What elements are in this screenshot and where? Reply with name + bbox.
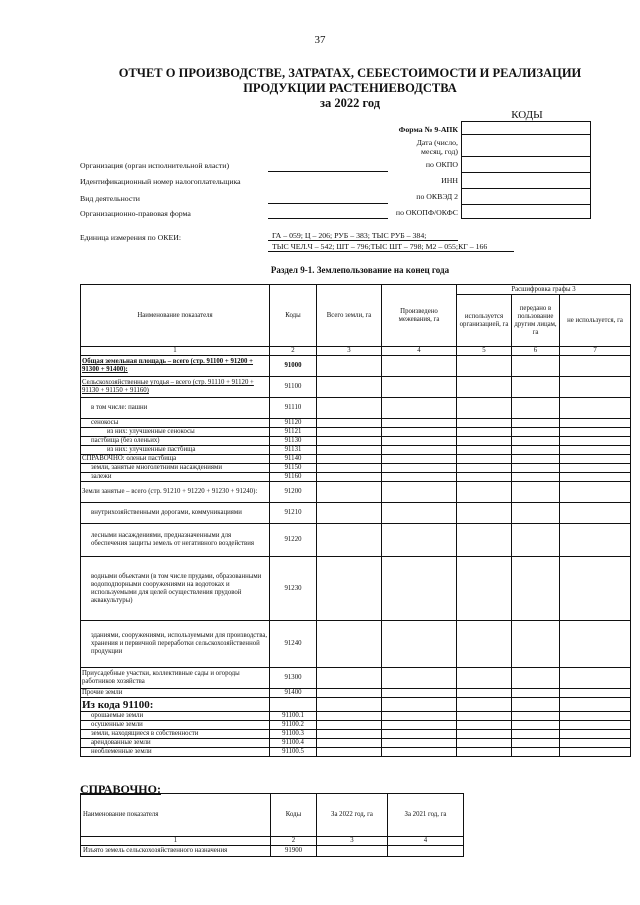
row-code: 91000 bbox=[270, 356, 317, 377]
header-name: Наименование показателя bbox=[81, 285, 270, 347]
header-not-used: не используется, га bbox=[560, 295, 631, 347]
value-cell[interactable] bbox=[512, 712, 560, 721]
value-cell[interactable] bbox=[457, 721, 512, 730]
value-cell[interactable] bbox=[382, 455, 457, 464]
table-row bbox=[81, 621, 631, 668]
value-cell[interactable] bbox=[317, 748, 382, 757]
row-name: Приусадебные участки, коллективные сады и огороды работников хозяйства bbox=[81, 668, 270, 689]
value-cell[interactable] bbox=[382, 739, 457, 748]
value-cell[interactable] bbox=[317, 721, 382, 730]
header-decode: Расшифровка графы 3 bbox=[457, 285, 631, 295]
value-cell[interactable] bbox=[512, 437, 560, 446]
row-code: 91210 bbox=[270, 503, 317, 524]
column-numbers-row bbox=[81, 347, 631, 356]
section-title: Раздел 9-1. Землепользование на конец года bbox=[270, 265, 450, 275]
value-cell[interactable] bbox=[512, 446, 560, 455]
table-row bbox=[81, 398, 631, 419]
okopf-code-cell[interactable] bbox=[462, 205, 591, 219]
value-cell[interactable] bbox=[457, 428, 512, 437]
table-row bbox=[81, 473, 631, 482]
value-cell[interactable] bbox=[512, 748, 560, 757]
row-name: Прочие земли bbox=[81, 689, 270, 698]
value-cell[interactable] bbox=[512, 503, 560, 524]
okpo-code-cell[interactable] bbox=[462, 157, 591, 173]
col-number: 1 bbox=[81, 347, 270, 356]
row-code: 91200 bbox=[270, 482, 317, 503]
value-cell[interactable] bbox=[317, 428, 382, 437]
value-cell[interactable] bbox=[317, 377, 382, 398]
row-name: орошаемые земли bbox=[81, 712, 270, 721]
value-cell[interactable] bbox=[382, 621, 457, 668]
row-name: земли, находящиеся в собственности bbox=[81, 730, 270, 739]
row-name: осушенные земли bbox=[81, 721, 270, 730]
value-cell[interactable] bbox=[382, 503, 457, 524]
table-row bbox=[81, 356, 631, 377]
value-cell[interactable] bbox=[560, 503, 631, 524]
value-cell[interactable] bbox=[388, 846, 464, 857]
row-code: 91110 bbox=[270, 398, 317, 419]
value-cell[interactable] bbox=[457, 621, 512, 668]
okved-label: по ОКВЭД 2 bbox=[416, 192, 458, 201]
value-cell[interactable] bbox=[317, 455, 382, 464]
value-cell[interactable] bbox=[382, 748, 457, 757]
value-cell[interactable] bbox=[457, 668, 512, 689]
value-cell[interactable] bbox=[457, 739, 512, 748]
value-cell[interactable] bbox=[560, 473, 631, 482]
value-cell[interactable] bbox=[457, 557, 512, 621]
row-name: Изъято земель сельскохозяйственного назначения bbox=[81, 846, 271, 857]
unit-line-1: ГА – 059; Ц – 206; РУБ – 383; ТЫС РУБ – 384; bbox=[272, 231, 427, 240]
value-cell[interactable] bbox=[560, 428, 631, 437]
land-use-table bbox=[80, 284, 631, 757]
table-row bbox=[81, 668, 631, 689]
row-code: 91100.3 bbox=[270, 730, 317, 739]
date-code-cell[interactable] bbox=[462, 135, 591, 157]
value-cell[interactable] bbox=[317, 473, 382, 482]
table-row bbox=[81, 739, 631, 748]
value-cell[interactable] bbox=[382, 377, 457, 398]
col-number: 6 bbox=[512, 347, 560, 356]
value-cell[interactable] bbox=[317, 503, 382, 524]
value-cell[interactable] bbox=[382, 446, 457, 455]
value-cell[interactable] bbox=[317, 398, 382, 419]
row-code: 91160 bbox=[270, 473, 317, 482]
codes-box bbox=[461, 121, 591, 219]
row-name: сенокосы bbox=[81, 419, 270, 428]
legal-form-line[interactable] bbox=[268, 218, 388, 219]
value-cell[interactable] bbox=[382, 482, 457, 503]
value-cell[interactable] bbox=[382, 712, 457, 721]
value-cell[interactable] bbox=[560, 377, 631, 398]
table-row bbox=[81, 428, 631, 437]
col-number: 2 bbox=[270, 347, 317, 356]
report-title-line1: ОТЧЕТ О ПРОИЗВОДСТВЕ, ЗАТРАТАХ, СЕБЕСТОИМОСТИ И РЕАЛИЗАЦИИ bbox=[118, 66, 582, 80]
header-codes: Коды bbox=[270, 285, 317, 347]
row-code: 91900 bbox=[271, 846, 317, 857]
value-cell[interactable] bbox=[512, 689, 560, 698]
row-code: 91131 bbox=[270, 446, 317, 455]
row-name: пастбища (без оленьих) bbox=[81, 437, 270, 446]
header-transferred: передано в пользование другим лицам, га bbox=[512, 295, 560, 347]
table-row bbox=[81, 464, 631, 473]
value-cell[interactable] bbox=[317, 524, 382, 557]
inn-code-cell[interactable] bbox=[462, 173, 591, 189]
row-code: 91230 bbox=[270, 557, 317, 621]
col-number: 2 bbox=[271, 837, 317, 846]
form-code-cell[interactable] bbox=[462, 122, 591, 135]
value-cell[interactable] bbox=[512, 730, 560, 739]
ref-header-codes: Коды bbox=[271, 794, 317, 837]
value-cell[interactable] bbox=[457, 730, 512, 739]
value-cell[interactable] bbox=[457, 748, 512, 757]
row-name: необлеменные земли bbox=[81, 748, 270, 757]
value-cell[interactable] bbox=[457, 419, 512, 428]
unit-line-2: ТЫС ЧЕЛ.Ч – 542; ШТ – 796;ТЫС ШТ – 798; М2 – 055;КГ – 166 bbox=[272, 242, 488, 251]
value-cell[interactable] bbox=[317, 437, 382, 446]
header-total: Всего земли, га bbox=[317, 285, 382, 347]
value-cell[interactable] bbox=[317, 846, 388, 857]
value-cell[interactable] bbox=[560, 557, 631, 621]
row-name: залежи bbox=[81, 473, 270, 482]
row-name: Общая земельная площадь – всего (стр. 91100 + 91200 + 91300 + 91400): bbox=[81, 356, 270, 377]
value-cell[interactable] bbox=[317, 464, 382, 473]
value-cell[interactable] bbox=[512, 455, 560, 464]
table-row bbox=[81, 748, 631, 757]
col-number: 4 bbox=[388, 837, 464, 846]
unit-underline-1 bbox=[268, 240, 458, 241]
value-cell[interactable] bbox=[317, 730, 382, 739]
row-code: 91100.2 bbox=[270, 721, 317, 730]
table-row bbox=[81, 524, 631, 557]
value-cell[interactable] bbox=[560, 464, 631, 473]
table-row bbox=[81, 482, 631, 503]
row-code: 91140 bbox=[270, 455, 317, 464]
table-row bbox=[81, 437, 631, 446]
row-name: в том числе: пашни bbox=[81, 398, 270, 419]
value-cell[interactable] bbox=[512, 377, 560, 398]
okved-code-cell[interactable] bbox=[462, 189, 591, 205]
table-row bbox=[81, 419, 631, 428]
ref-header-2021: За 2021 год, га bbox=[388, 794, 464, 837]
value-cell[interactable] bbox=[457, 377, 512, 398]
value-cell[interactable] bbox=[512, 524, 560, 557]
value-cell[interactable] bbox=[560, 455, 631, 464]
activity-line[interactable] bbox=[268, 203, 388, 204]
value-cell[interactable] bbox=[560, 482, 631, 503]
form-label: Форма № 9-АПК bbox=[398, 125, 458, 134]
value-cell[interactable] bbox=[457, 398, 512, 419]
unit-underline-2 bbox=[268, 251, 514, 252]
value-cell[interactable] bbox=[457, 689, 512, 698]
value-cell[interactable] bbox=[560, 689, 631, 698]
col-number: 1 bbox=[81, 837, 271, 846]
row-code: 91130 bbox=[270, 437, 317, 446]
col-number: 5 bbox=[457, 347, 512, 356]
table-row bbox=[81, 446, 631, 455]
value-cell[interactable] bbox=[560, 524, 631, 557]
row-name: внутрихозяйственными дорогами, коммуникациями bbox=[81, 503, 270, 524]
value-cell[interactable] bbox=[560, 748, 631, 757]
value-cell[interactable] bbox=[382, 464, 457, 473]
value-cell[interactable] bbox=[512, 473, 560, 482]
value-cell[interactable] bbox=[512, 482, 560, 503]
row-code: 91100.5 bbox=[270, 748, 317, 757]
row-name: из них: улучшенные пастбища bbox=[81, 446, 270, 455]
activity-label: Вид деятельности bbox=[80, 194, 140, 203]
ref-header-2022: За 2022 год, га bbox=[317, 794, 388, 837]
table-row bbox=[81, 377, 631, 398]
value-cell[interactable] bbox=[382, 730, 457, 739]
inn-label: ИНН bbox=[441, 176, 458, 185]
row-code: 91220 bbox=[270, 524, 317, 557]
table-row bbox=[81, 689, 631, 698]
value-cell[interactable] bbox=[382, 557, 457, 621]
value-cell[interactable] bbox=[560, 446, 631, 455]
value-cell[interactable] bbox=[382, 668, 457, 689]
col-number: 3 bbox=[317, 837, 388, 846]
table-row bbox=[81, 557, 631, 621]
row-name: арендованные земли bbox=[81, 739, 270, 748]
value-cell[interactable] bbox=[512, 557, 560, 621]
table-row bbox=[81, 712, 631, 721]
value-cell[interactable] bbox=[382, 689, 457, 698]
value-cell[interactable] bbox=[317, 621, 382, 668]
value-cell[interactable] bbox=[512, 356, 560, 377]
value-cell[interactable] bbox=[560, 419, 631, 428]
value-cell[interactable] bbox=[317, 739, 382, 748]
value-cell[interactable] bbox=[382, 398, 457, 419]
value-cell[interactable] bbox=[512, 419, 560, 428]
value-cell[interactable] bbox=[512, 464, 560, 473]
row-code: 91240 bbox=[270, 621, 317, 668]
value-cell[interactable] bbox=[457, 503, 512, 524]
row-name: водными объектами (в том числе прудами, образованными водоподпорными сооружениями на водотоках и используемыми для целей осуществления прудовой аквакультуры) bbox=[81, 557, 270, 621]
row-code: 91100 bbox=[270, 377, 317, 398]
value-cell[interactable] bbox=[560, 398, 631, 419]
value-cell[interactable] bbox=[382, 356, 457, 377]
value-cell[interactable] bbox=[457, 446, 512, 455]
value-cell[interactable] bbox=[382, 473, 457, 482]
table-row bbox=[81, 455, 631, 464]
row-name: земли, занятые многолетними насаждениями bbox=[81, 464, 270, 473]
value-cell[interactable] bbox=[457, 712, 512, 721]
value-cell[interactable] bbox=[457, 356, 512, 377]
row-name: СПРАВОЧНО: оленьи пастбища bbox=[81, 455, 270, 464]
date-label-2: месяц, год) bbox=[421, 147, 458, 156]
value-cell[interactable] bbox=[512, 739, 560, 748]
report-title-year: за 2022 год bbox=[319, 96, 381, 110]
from-code-title: Из кода 91100: bbox=[81, 698, 270, 712]
inn-row-label: Идентификационный номер налогоплательщика bbox=[80, 177, 241, 186]
value-cell[interactable] bbox=[560, 356, 631, 377]
from-code-row bbox=[81, 698, 631, 712]
value-cell[interactable] bbox=[317, 557, 382, 621]
value-cell[interactable] bbox=[560, 712, 631, 721]
codes-header: КОДЫ bbox=[511, 109, 543, 121]
value-cell[interactable] bbox=[560, 721, 631, 730]
value-cell[interactable] bbox=[512, 721, 560, 730]
report-title-line2: ПРОДУКЦИИ РАСТЕНИЕВОДСТВА bbox=[243, 81, 457, 95]
value-cell[interactable] bbox=[317, 689, 382, 698]
value-cell[interactable] bbox=[560, 730, 631, 739]
value-cell[interactable] bbox=[560, 621, 631, 668]
value-cell[interactable] bbox=[512, 668, 560, 689]
value-cell[interactable] bbox=[560, 739, 631, 748]
value-cell[interactable] bbox=[512, 398, 560, 419]
header-production: Произведено межевания, га bbox=[382, 285, 457, 347]
value-cell[interactable] bbox=[317, 419, 382, 428]
col-number: 4 bbox=[382, 347, 457, 356]
header-used: используется организацией, га bbox=[457, 295, 512, 347]
value-cell[interactable] bbox=[560, 437, 631, 446]
value-cell[interactable] bbox=[382, 721, 457, 730]
org-label: Организация (орган исполнительной власти) bbox=[80, 161, 230, 170]
row-name: зданиями, сооружениями, используемыми для производства, хранения и первичной переработки сельскохозяйственной продукции bbox=[81, 621, 270, 668]
table-row bbox=[81, 721, 631, 730]
value-cell[interactable] bbox=[457, 464, 512, 473]
value-cell[interactable] bbox=[317, 446, 382, 455]
row-code: 91400 bbox=[270, 689, 317, 698]
row-code: 91100.1 bbox=[270, 712, 317, 721]
row-name: Сельскохозяйственные угодья – всего (стр. 91110 + 91120 + 91130 + 91150 + 91160) bbox=[81, 377, 270, 398]
page-number: 37 bbox=[314, 34, 326, 46]
value-cell[interactable] bbox=[512, 621, 560, 668]
row-name: Земли занятые – всего (стр. 91210 + 91220 + 91230 + 91240): bbox=[81, 482, 270, 503]
value-cell[interactable] bbox=[382, 437, 457, 446]
row-code: 91150 bbox=[270, 464, 317, 473]
value-cell[interactable] bbox=[457, 455, 512, 464]
col-number: 3 bbox=[317, 347, 382, 356]
value-cell[interactable] bbox=[317, 712, 382, 721]
value-cell[interactable] bbox=[457, 482, 512, 503]
table-row bbox=[81, 846, 464, 857]
ref-header-name: Наименование показателя bbox=[81, 794, 271, 837]
value-cell[interactable] bbox=[317, 668, 382, 689]
okopf-label: по ОКОПФ/ОКФС bbox=[395, 208, 458, 217]
row-code: 91120 bbox=[270, 419, 317, 428]
unit-label: Единица измерения по ОКЕИ: bbox=[80, 233, 182, 242]
org-line[interactable] bbox=[268, 171, 388, 172]
okpo-label: по ОКПО bbox=[425, 160, 458, 169]
row-name: из них: улучшенные сенокосы bbox=[81, 428, 270, 437]
legal-form-label: Организационно-правовая форма bbox=[80, 209, 191, 218]
value-cell[interactable] bbox=[382, 428, 457, 437]
value-cell[interactable] bbox=[560, 668, 631, 689]
date-label-1: Дата (число, bbox=[416, 138, 458, 147]
reference-title: СПРАВОЧНО: bbox=[80, 782, 161, 796]
value-cell[interactable] bbox=[457, 473, 512, 482]
row-code: 91121 bbox=[270, 428, 317, 437]
value-cell[interactable] bbox=[457, 524, 512, 557]
row-code: 91300 bbox=[270, 668, 317, 689]
value-cell[interactable] bbox=[382, 419, 457, 428]
value-cell[interactable] bbox=[317, 482, 382, 503]
row-name: лесными насаждениями, предназначенными для обеспечения защиты земель от негативного воздействия bbox=[81, 524, 270, 557]
value-cell[interactable] bbox=[317, 356, 382, 377]
table-row bbox=[81, 503, 631, 524]
reference-table bbox=[80, 793, 464, 857]
col-number: 7 bbox=[560, 347, 631, 356]
value-cell[interactable] bbox=[512, 428, 560, 437]
row-code: 91100.4 bbox=[270, 739, 317, 748]
table-row bbox=[81, 730, 631, 739]
value-cell[interactable] bbox=[382, 524, 457, 557]
value-cell[interactable] bbox=[457, 437, 512, 446]
